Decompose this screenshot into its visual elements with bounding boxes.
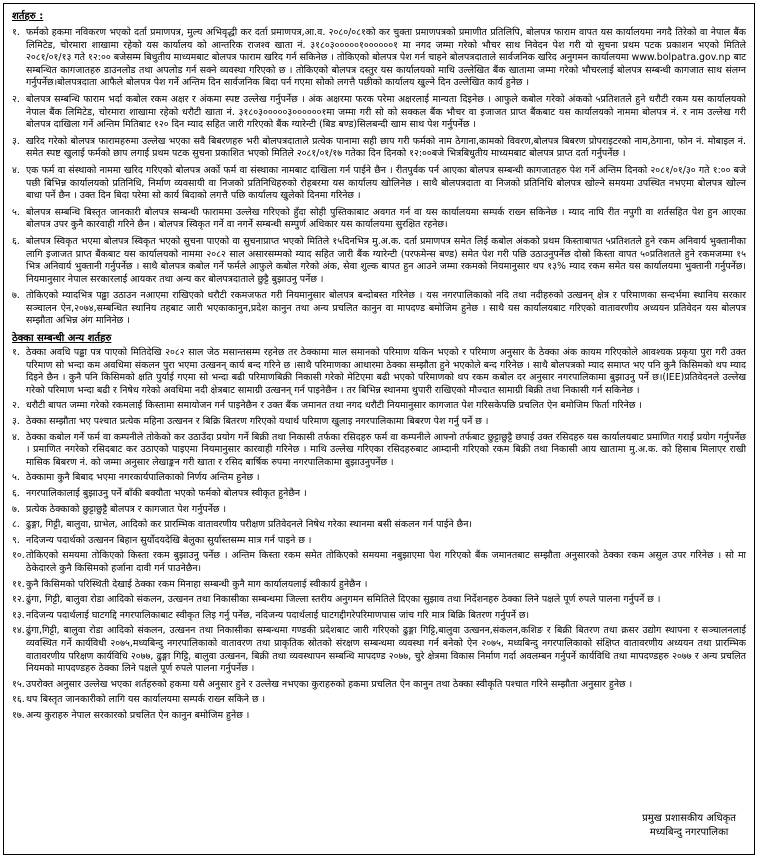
other-term-item [12, 472, 746, 485]
other-term-item [12, 594, 746, 607]
item-text: खरिद गरेको बोलपत्र फारामहरुमा उल्लेख भएका सवै बिबरणहरु भरी बोलपत्रदाताले प्रत्येक पानामा सही छाप गरी फर्मको नाम ठेगाना,कामको विवरण,बोलपत्र बिबरण प्रोपराइटरको नाम,ठेगाना, फोन नं. मोबाइल नं. समेत स्पष्ट खुलाई फर्मको छाप लगाई प्रथम पटक सुचना प्रकाशित भएको मितिले २०८१/०१/१७ गतेका दिन दिनको १२:००बजे भित्रबिधुतीय माध्यमबाट बोलपत्र प्राप्त दर्ता गर्नुपर्नेछ । [26, 135, 746, 160]
term-item [12, 290, 746, 328]
other-term-item [12, 519, 746, 532]
item-text: धरौटी बापत जम्मा गरेको रकमलाई किस्तामा समायोजन गर्न पाइनेछैन र उक्त बैंक जमानत तथा नगद धरौटी नियमानुसार कागजात पेश गरिसकेपछि प्रचलित ऐन बमोजिम फिर्ता गरिनेछ । [26, 400, 642, 412]
item-number: ९. [12, 534, 20, 546]
term-item [12, 27, 746, 90]
item-number: ७. [12, 503, 20, 515]
item-text: तोकिएको समयमा तोकिएको किस्ता रकम बुझाउनु पर्नेछ । अन्तिम किस्ता रकम समेत तोकिएको समयमा नबुझाएमा पेश गरिएको बैंक जमानतबाट सम्झौता अनुसारको ठेक्का रकम असुल उपर गरिनेछ । सो मा ठेकेदारले कुनै किसिमको हर्जाना दावी गर्न पाउनेछैन। [26, 550, 746, 574]
item-number: १०. [12, 550, 25, 562]
item-text: तोकिएको म्यादभित्र पढ्ढा उठाउन नआएमा राखिएको धरौटी रकमजफत गरी नियमानुसार बोलपत्र बन्दोबस्त गरिनेछ । यस नगरपालिकाको नदि तथा नदीहरुको उत्खनन् क्षेत्र र परिमाणका सन्दर्भमा स्थानिय सरकार सञ्चालन ऐन,२०७४,सम्बन्धित स्थानिय तहबाट जारी भएकाकानुन,प्रदेश कानुन तथा अन्य प्रचलित कानुन वा मापदण्ड बमोजिम हुनेछ । साथै यस कार्यालयबाट गरिएको वातावरणीय अध्ययन प्रतिवेदन यस बोलपत्र सम्झौता अभिन्न अंग मानिनेछ । [26, 290, 746, 327]
item-text: अन्य कुराहरु नेपाल सरकारको प्रचलित ऐन कानुन बमोजिम हुनेछ । [26, 709, 250, 721]
other-terms-heading: ठेक्का सम्बन्धी अन्य शर्तहरु [12, 333, 112, 345]
item-number: ६. [12, 488, 20, 499]
item-number: ११. [12, 578, 25, 590]
notice-body [12, 10, 746, 726]
item-number: ३. [12, 135, 20, 147]
term-item [12, 207, 746, 232]
term-item [12, 165, 746, 203]
item-number: ७. [12, 290, 20, 302]
item-number: १६. [12, 694, 25, 706]
item-text: नदिजन्य पदार्थको उत्खनन बिहान सुर्योदयदेखि बेलुका सुर्यास्तसम्म मात्र गर्न पाइने छ । [26, 534, 312, 546]
item-number: २. [12, 93, 20, 105]
other-term-item [12, 694, 746, 707]
item-text: नदिजन्य पदार्थलाई घाटगद्दि नगरपालिकाबाट स्वीकृत लिइ गर्नु पर्नेछ, नदिजन्य पदार्थलाई घाटगद्दीगरेपरिमाणपास जांच गरि मात्र बिक्रि बितरण गर्नुपर्ने छ। [26, 609, 530, 621]
other-term-item [12, 432, 746, 470]
item-text: ढुंगा, गिट्टी, बालुवा रोडा आदिको संकलन, उत्खनन तथा निकासीका सम्बन्धमा जिल्ला स्तरीय अनुगमन समितिले दिएका सुझाव तथा निर्देशनहरु ठेक्का लिने पक्षले पूर्ण रुपले पालना गर्नुपर्ने छ । [26, 594, 661, 606]
item-number: १२. [12, 594, 25, 606]
item-text: ठेक्का सम्झौता भए पश्चात प्रत्येक महिना उत्खनन र बिक्रि बितरण गरिएको यथार्थ परिमाण खुलाइ नगरपालिकामा बिबरण पेश गर्नु पर्ने छ । [26, 416, 489, 428]
other-term-item [12, 610, 746, 623]
item-text: नगरपालिकालाई बुझाउनु पर्ने बाँकी बक्यौता भएको फर्मको बोलपत्र स्वीकृत हुनेछैन । [26, 488, 307, 499]
item-text: थप बिस्तृत जानकारीको लागि यस कार्यालयमा सम्पर्क राख्न सकिने छ । [26, 694, 266, 706]
item-text: फर्मको हकमा नविकरण भएको दर्ता प्रमाणपत्र, मुल्य अभिवृद्धी कर दर्ता प्रमाणपत्र,आ.व. २०८०/०८१को कर चुक्ता प्रमाणपत्रको प्रमाणीत प्रतिलिपि, बोलपत्र फाराम वापत यस कार्यालयमा नगदै तिरेको वा नेपाल बैंक लिमिटेड, चोरमारा शाखामा रहेको यस कार्यालय को आन्तरिक राजश्व खाता नं. ३१८०३०००००१००००००१ मा नगद जम्मा गरेको भौचर साथ निवेदन पेश गरी यो सुचना प्रथम पटक प्रकाशन भएको मितिले २०८१/०१/१३ गते १२:०० बजेसम्म बिधुतीय माध्यमबाट बोलपत्र फाराम खरिद गर्न सकिनेछ । तोकिएको बोलपत्र पेश गर्न चाहने बोलपत्रदाताले सार्वजनिक खरिद अनुगमन कार्यालयमा www.bolpatra.gov.np बाट सम्बन्धित कागजातहरु डाउनलोड तथा अपलोड गर्न सक्ने व्यवस्था गरिएको छ । तोकिएको बोलपत्र दस्तुर यस कार्यालयको माथि उल्लेखित बैंक खातामा जम्मा गरेको भौचरलाई बोलपत्र सम्बन्धी कागजात साथ संलग्न गर्नुपर्नेछ।बोलपत्रदाता आफैले बोलपत्र पेश गर्ने अन्तिम दिन सार्वजनिक बिदा पर्न गएमा सोको लगत्तै पछीको कार्यालय खुल्ने दिन उल्लेखित कार्य हुनेछ । [26, 27, 746, 89]
item-number: ६. [12, 235, 20, 247]
item-text: उपरोक्त अनुसार उल्लेख भएका शर्तहरुको हकमा यसै अनुसार हुने र उल्लेख नभएका कुराहरुको हकमा प्रचलित ऐन कानुन तथा ठेक्का स्वीकृति पश्चात गरिने सम्झौता अनुसार हुनेछ । [26, 678, 633, 690]
other-term-item [12, 550, 746, 575]
item-number: ४. [12, 431, 20, 443]
notice-frame [3, 3, 755, 855]
other-term-item [12, 579, 746, 592]
item-number: १५. [12, 678, 25, 690]
item-number: ४. [12, 164, 20, 176]
item-text: ठेक्कामा कुनै बिबाद भएमा नगरकार्यपालिकाको निर्णय अन्तिम हुनेछ । [26, 472, 260, 484]
other-term-item [12, 347, 746, 397]
other-term-item [12, 679, 746, 692]
item-text: ढुङ्गा, गिट्टी, बालुवा, ग्राभेल, आदिको कर प्रारम्भिक वातावरणीय परीक्षण प्रतिवेदनले निषेध गरेका स्थानमा बसी संकलन गर्न पाईने छैन। [26, 519, 472, 531]
item-number: १४. [12, 625, 25, 637]
item-number: २. [12, 400, 20, 412]
term-item [12, 136, 746, 161]
item-text: ढुंगा,गिट्टी, बालुवा रोडा आदिको संकलन, उत्खनन तथा निकासीका सम्बन्धमा गण्डकी प्रदेशबाट जारी गरिएको ढुङ्गा गिट्टि,बालुवा उत्खनन,संकलन,कशिङ र बिक्री बितरण तथा क्रसर उद्योग स्थापना र सञ्चालनलाई व्यवस्थित गर्ने कार्यविधी २०७५,मध्यबिन्दु नगरपालिकाको वातावरण तथा प्राकृतिक स्रोतको संरक्षण सम्बन्धमा व्यवस्था गर्न बनेको ऐन २०७५, मध्यबिन्दु नगरपालिकाको संक्षिप्त वातावरणीय अध्ययन तथा प्रारम्भिक वातावरणीय परिक्षण कार्यविधि २०७७, ढुङ्गा गिट्टि, बालुवा उत्खनन, बिक्री तथा व्यवस्थापन सम्बन्धि मापदण्ड २०७७, चुरे क्षेत्रमा विकास निर्माण गर्दा अवलम्बन गर्नुपर्ने कार्यविधि तथा मापदण्डहरु २०७७ र अन्य प्रचलित नियमको मापदण्डहरु ठेक्का लिने पक्षले पूर्ण रुपले पालना गर्नुपर्नेछ । [26, 625, 746, 675]
signature-title: प्रमुख प्रशासकीय अधिकृत [642, 813, 736, 824]
item-text: बोलपत्र सम्बन्धि बिस्तृत जानकारी बोलपत्र सम्बन्धी फाराममा उल्लेख गरिएको हुँदा सोही पुस्तिकाबाट अवगत गर्न वा यस कार्यालयमा सम्पर्क राख्न सकिनेछ । म्याद नाघि रीत नपुगी वा शर्तसहित पेश हुन आएका बोलपत्र उपर कुनै कारवाही गरिने छैन । बोलपत्र स्विकृत गर्ने वा नगर्ने सम्बन्धी सम्पुर्ण अधिकार यस कार्यालयमा सुरक्षित रहनेछ। [26, 206, 746, 231]
other-term-item [12, 535, 746, 548]
item-text: प्रत्येक ठेक्काको छुट्टाछुट्टै बोलपत्र र कागजात पेश गर्नुपर्नेछ । [26, 503, 227, 515]
other-term-item [12, 504, 746, 517]
terms-list [12, 27, 746, 328]
signature-block [642, 812, 736, 840]
other-term-item [12, 488, 746, 501]
item-number: १. [12, 27, 20, 38]
item-number: ५. [12, 206, 20, 218]
other-terms-list [12, 347, 746, 722]
item-number: ८. [12, 519, 20, 531]
item-text: बोलपत्र स्विकृत भएमा बोलपत्र स्विकृत भएको सुचना पाएको वा सुचनाप्राप्त भएको मितिले १५दिनभित्र मु.अ.क. दर्ता प्रमाणपत्र समेत लिई कबोल अंकको प्रथम किस्ताबापत ५प्रतिशतले हुने रकम अनिवार्य भुक्तानीका लागि इजाजत प्राप्त बैंकबाट यस कार्यालयको नाममा २०८२ साल असारसम्मको म्याद सहित जारी बैंक ग्यारेन्टी (परफमेन्स बण्ड) समेत पेश गरी पछि उठाउनुपर्नेछ दोस्रो किस्ता वापत ५०प्रतिशतले हुने रकमजम्मा १५ भित्र अनिवार्य भुक्तानी गर्नुपर्नेछ । साथै बोलपत्र कबोल गर्ने फर्मले आफुले कबोल गरेको अंक, सेवा शुल्क बापत हुन आउने जम्मा रकमको नियमानुसार थप १३% म्याद रकम समेत यस कार्यालयमा भुक्तानी गर्नुपर्नेछ।नियमानुसार नेपाल सरकारलाई आयकर तथा अन्य कर बोलपत्रदाताले छुट्टै बुझाउनु पर्नेछ । [26, 235, 746, 285]
terms-heading: शर्तहरु : [12, 11, 44, 22]
item-text: ठेक्का कबोल गर्ने फर्म वा कम्पनीले तोकेको कर उठाउँदा प्रयोग गर्ने बिक्री तथा निकासी तर्फका रसिदहरु फर्म वा कम्पनीले आफ्नो तर्फबाट छुट्टाछुट्टै छपाई उक्त रसिदहरु यस कार्यालयबाट प्रमाणित गराई प्रयोग गर्नुपर्नेछ । प्रमाणित नगरेको रसिदबाट कर उठाएको पाइएमा नियमानुसार कारवाही गरिनेछ । माथि उल्लेख गरिएका रसिदहरुबाट आम्दानी गरिएको रकम बिक्री तथा निकासी आय खातामा मु.अ.क. को हिसाब मिलाएर राखी मासिक बिबरण नं. को जम्मा अनुसार लेखाङ्कन गरी खाता र रसिद बार्षिक रुपमा नगरपालिकामा बुझाउनुपर्नेछ । [26, 431, 746, 468]
item-number: ३. [12, 416, 20, 428]
item-number: १७. [12, 709, 25, 721]
other-term-item [12, 416, 746, 429]
item-text: कुनै किसिमको परिस्थिती देखाई ठेक्का रकम मिनाहा सम्बन्धी कुनै माग कार्यालयलाई स्वीकार्य हुनेछैन । [26, 578, 368, 590]
other-term-item [12, 625, 746, 675]
item-number: १३. [12, 609, 25, 621]
other-term-item [12, 400, 746, 413]
term-item [12, 236, 746, 286]
item-text: ठेक्का अवधि पढ्ढा पत्र पाएको मितिदेखि २०८२ साल जेठ मसान्तसम्म रहनेछ तर ठेक्कामा माल समानको परिमाण यकिन भएको र परिमाण अनुसार के ठेक्का अंक कायम गरिएकोले आवश्यक प्रकृया पुरा गरी उक्त परिमाण सो भन्दा कम अवधिमा संकलन पुरा भएमा उत्खनन् कार्य बन्द गरिने छ ।साथै परिमाणका आधारमा ठेक्का सम्झौता हुने भएकोले बन्द गरिनेछ । साथै बोलपत्रको म्याद समाप्त भए पनि कुनै किसिमको थप म्याद दिइने छैन । कुनै पनि किसिमको क्षति पुर्याई गएमा सो भन्दा बढी परिमाणबिक्री निकासी गरेको मेटिएमा बढी भएको परिमाणको थप रकम कबोल दर अनुसार नगरपालिकामा बुझाउनु पर्ने छ।(IEE)प्रतिवेदनले उल्लेख गरेको परिमाण भन्दा बढी र निषेध गरेको अवधिमा नदी क्षेत्रबाट सामाग्री उत्खनन् गर्न पाइनेछैन । तर बिभिन्न स्थानमा थुपारी राखिएको मौज्दात सामाग्री बिक्री तथा निकासी गर्न सकिनेछ । [26, 347, 746, 396]
item-number: १. [12, 347, 20, 359]
item-number: ५. [12, 472, 20, 484]
signature-office: मध्यबिन्दु नगरपालिका [649, 827, 729, 838]
item-text: एक फर्म वा संस्थाको नाममा खरिद गरिएको बोलपत्र अर्को फर्म वा संस्थाका नामबाट दाखिला गर्न पाईने छैन । रीतपुर्वक पर्न आएका बोलपत्र सम्बन्धी कागजातहरु पेश गर्ने अन्तिम दिनको २०८१/०१/३० गते १:०० बजे पछी बिभिन्न कार्यालयको प्रतिनिधि, निर्माण व्यवसायी वा निजको प्रतिनिधिहरुको रोहबरमा यस कार्यालय खोलिनेछ । साथै बोलपत्रदाता वा निजको प्रतिनिधि बोलपत्र खोल्ने समयमा उपस्थित नभएमा बोलपत्र खोल्न बाधा पर्ने छैन । उक्त दिन बिदा परेमा सो कार्य बिदाको लगत्तै पछि कार्यालय खुलेको दिनमा गरिनेछ । [26, 164, 746, 202]
term-item [12, 94, 746, 132]
other-term-item [12, 710, 746, 723]
item-text: बोलपत्र सम्बन्धि फाराम भर्दा कबोल रकम अक्षर र अंकमा स्पष्ट उल्लेख गर्नुपर्नेछ । अंक अक्षरमा फरक परेमा अक्षरलाई मान्यता दिइनेछ । आफुले कबोल गरेको अंकको ५प्रतिशतले हुने धरौटी रकम यस कार्यालयको नेपाल बैंक लिमिटेड, चोरमारा शाखामा रहेको धरौटी खाता नं. ३१८०३०००००३००००००१मा जम्मा गरी सो को सक्कल बैंक भौचर वा इजाजत प्राप्त बैंकबाट यस कार्यालयको नाममा बोलपत्र नं. र नाम उल्लेख गरी बोलपत्र दाखिला गर्ने अन्तिम मितिबाट १२० दिन म्याद सहित जारी गरिएको बैंक ग्यारेन्टी (बिड बण्ड)सिलबन्दी खाम साथ पेश गर्नुपर्नेछ । [26, 93, 746, 131]
